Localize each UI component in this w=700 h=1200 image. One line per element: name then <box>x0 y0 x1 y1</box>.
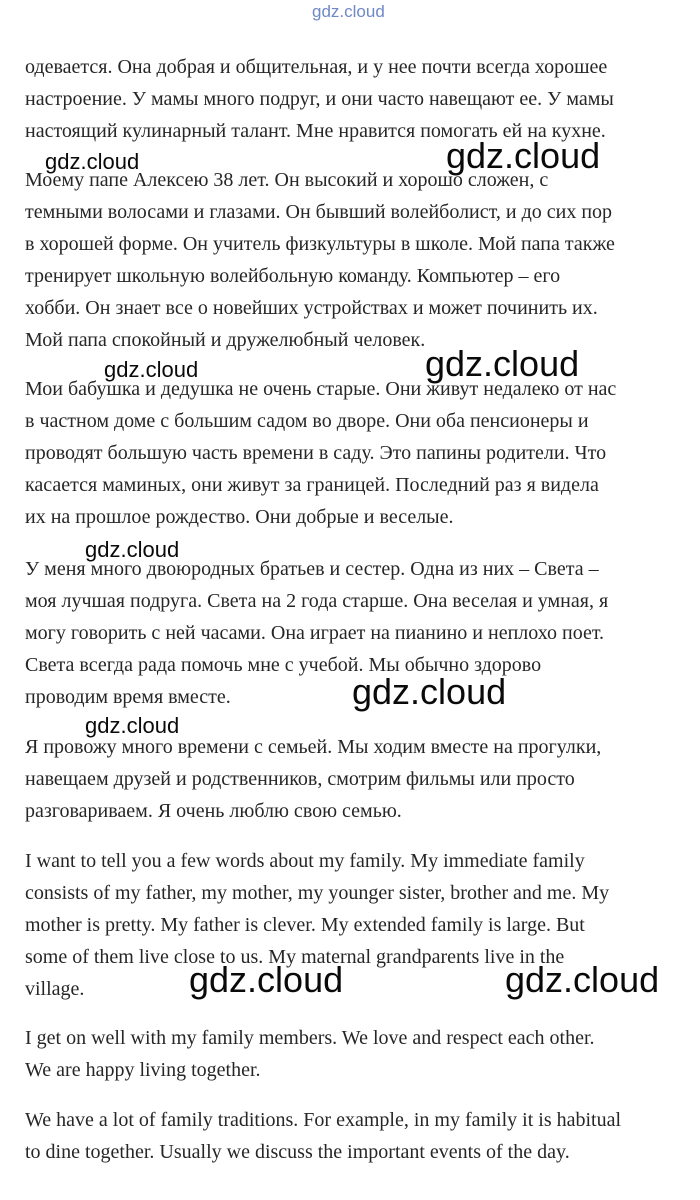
watermark: gdz.cloud <box>45 149 140 174</box>
watermark: gdz.cloud <box>189 959 344 1000</box>
watermark: gdz.cloud <box>85 713 180 738</box>
paragraph-cousins: У меня много двоюродных братьев и сестер. Одна из них – Света – моя лучшая подруга. Света на 2 года старше. Она веселая и умная, я могу говорить с ней часами. Она играет на пианино и неплохо поет. Света всегда рада помочь мне с учебой. Мы обычно здорово проводим время вместе. <box>25 558 609 708</box>
paragraph-english-family: I want to tell you a few words about my family. My immediate family consists of my father, my mother, my younger sister, brother and me. My mother is pretty. My father is clever. My extended family is large. But some of them live close to us. My maternal grandparents live in the village. <box>25 850 610 1000</box>
watermark: gdz.cloud <box>425 343 580 384</box>
watermark: gdz.cloud <box>104 357 199 382</box>
header-watermark: gdz.cloud <box>312 2 385 21</box>
watermark: gdz.cloud <box>505 959 660 1000</box>
paragraph-grandparents: Мои бабушка и дедушка не очень старые. Они живут недалеко от нас в частном доме с большим садом во дворе. Они оба пенсионеры и проводят большую часть времени в саду. Это папины родители. Что касается маминых, они живут за границей. Последний раз я видела их на прошлое рождество. Они добрые и веселые. <box>25 378 617 528</box>
watermark: gdz.cloud <box>446 135 601 176</box>
watermark: gdz.cloud <box>85 537 180 562</box>
paragraph-mother-end: одевается. Она добрая и общительная, и у нее почти всегда хорошее настроение. У мамы много подруг, и они часто навещают ее. У мамы настоящий кулинарный талант. Мне нравится помогать ей на кухне. <box>25 56 614 142</box>
paragraph-english-traditions: We have a lot of family traditions. For example, in my family it is habitual to dine together. Usually we discuss the important events of the day. <box>25 1109 622 1163</box>
paragraph-english-relations: I get on well with my family members. We love and respect each other. We are happy living together. <box>25 1027 595 1081</box>
watermark: gdz.cloud <box>352 671 507 712</box>
paragraph-father: Моему папе Алексею 38 лет. Он высокий и хорошо сложен, с темными волосами и глазами. Он бывший волейболист, и до сих пор в хорошей форме. Он учитель физкультуры в школе. Мой папа также тренирует школьную волейбольную команду. Компьютер – его хобби. Он знает все о новейших устройствах и может починить их. Мой папа спокойный и дружелюбный человек. <box>25 169 615 351</box>
paragraph-family-time: Я провожу много времени с семьей. Мы ходим вместе на прогулки, навещаем друзей и родственников, смотрим фильмы или просто разговариваем. Я очень люблю свою семью. <box>25 736 602 822</box>
